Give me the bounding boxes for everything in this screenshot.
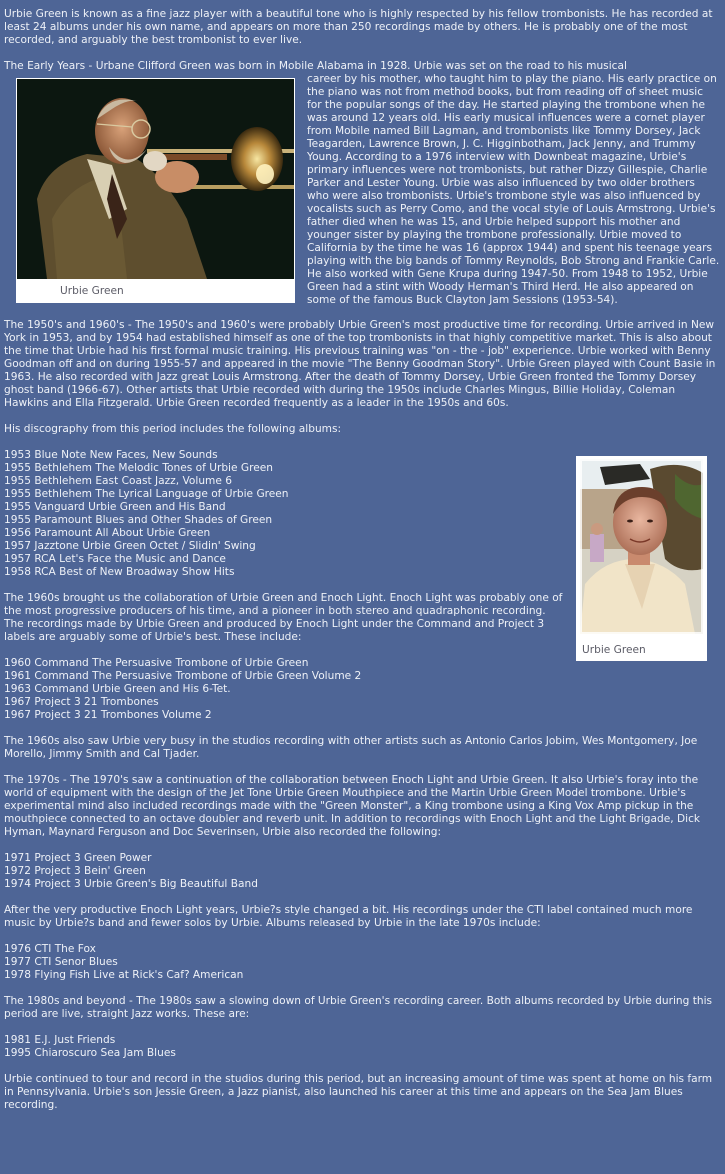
- album-item: 1963 Command Urbie Green and His 6-Tet.: [4, 683, 231, 695]
- article-body: [4, 8, 720, 1125]
- seventies-paragraph: The 1970s - The 1970's saw a continuation of the collaboration between Enoch Light and Urbie Green. It also Urbie's foray into the world of equipment with the design of the Jet Tone Urbie Green Mouthpiece and the Martin Urbie Green Model trombone. Urbie's experimental mind also included recordings made with the "Green Monster", a King trombone using a King Vox Amp pickup in the mouthpiece connected to an octave doubler and reverb unit. In addition to recordings with Enoch Light and the Light Brigade, Dick Hyman, Maynard Ferguson and Doc Severinsen, Urbie also recorded the following:: [4, 774, 701, 838]
- album-item: 1971 Project 3 Green Power: [4, 852, 152, 864]
- album-item: 1978 Flying Fish Live at Rick's Caf? American: [4, 969, 244, 981]
- photo-urbie-green-playing-trombone: [17, 79, 294, 279]
- sixties-studio-paragraph: The 1960s also saw Urbie very busy in the studios recording with other artists such as Antonio Carlos Jobim, Wes Montgomery, Joe Morello, Jimmy Smith and Cal Tjader.: [4, 735, 698, 760]
- photo-urbie-green-portrait: [580, 459, 703, 634]
- album-item: 1995 Chiaroscuro Sea Jam Blues: [4, 1047, 176, 1059]
- albums-1980s-on-list: [4, 1034, 720, 1060]
- album-item: 1955 Bethlehem East Coast Jazz, Volume 6: [4, 475, 232, 487]
- sixties-paragraph: The 1960s brought us the collaboration of Urbie Green and Enoch Light. Enoch Light was probably one of the most progressive producers of his time, and a pioneer in both stereo and quadraphonic recording. The recordings made by Urbie Green and produced by Enoch Light under the Command and Project 3 labels are arguably some of Urbie's best. These include:: [4, 592, 563, 643]
- photo-caption: Urbie Green: [60, 285, 124, 297]
- early-years-paragraph: career by his mother, who taught him to play the piano. His early practice on the piano was not from method books, but from reading off of sheet music for the popular songs of the day. He started playing the trombone when he was around 12 years old. His early musical influences were a cornet player from Mobile named Bill Lagman, and trombonists like Tommy Dorsey, Jack Teagarden, Lawrence Brown, J. C. Higginbotham, Jack Jenny, and Trummy Young. According to a 1976 interview with Downbeat magazine, Urbie's primary influences were not trombonists, but rather Dizzy Gillespie, Charlie Parker and Lester Young. Urbie was also influenced by two older brothers who were also trombonists. Urbie's trombone style was also influenced by vocalists such as Perry Como, and the vocal style of Louis Armstrong. Urbie's father died when he was 15, and Urbie helped support his mother and younger sister by playing the trombone professionally. Urbie moved to California by the time he was 16 (approx 1944) and spent his teenage years playing with the big bands of Tommy Reynolds, Bob Strong and Frankie Carle. He also worked with Gene Krupa during 1947-50. From 1948 to 1952, Urbie Green had a stint with Woody Herman's Third Herd. He also appeared on some of the famous Buck Clayton Jam Sessions (1953-54).: [307, 73, 720, 306]
- album-item: 1967 Project 3 21 Trombones Volume 2: [4, 709, 212, 721]
- album-item: 1955 Vanguard Urbie Green and His Band: [4, 501, 226, 513]
- photo-caption: Urbie Green: [582, 644, 646, 656]
- album-item: 1961 Command The Persuasive Trombone of Urbie Green Volume 2: [4, 670, 362, 682]
- intro-paragraph: Urbie Green is known as a fine jazz player with a beautiful tone who is highly respected by his fellow trombonists. He has recorded at least 24 albums under his own name, and appears on more than 250 recordings made by others. He is probably one of the most recorded, and arguably the best trombonist to ever live.: [4, 8, 713, 46]
- album-item: 1953 Blue Note New Faces, New Sounds: [4, 449, 218, 461]
- photo-frame-portrait: [576, 456, 707, 661]
- album-item: 1955 Bethlehem The Lyrical Language of Urbie Green: [4, 488, 289, 500]
- album-item: 1976 CTI The Fox: [4, 943, 96, 955]
- cti-years-paragraph: After the very productive Enoch Light years, Urbie?s style changed a bit. His recordings under the CTI label contained much more music by Urbie?s band and fewer solos by Urbie. Albums released by Urbie in the late 1970s include:: [4, 904, 693, 929]
- closing-paragraph: Urbie continued to tour and record in the studios during this period, but an increasing amount of time was spent at home on his farm in Pennsylvania. Urbie's son Jessie Green, a Jazz pianist, also launched his career at this time and appears on the Sea Jam Blues recording.: [4, 1073, 713, 1111]
- early-years-section: [4, 60, 720, 320]
- album-item: 1960 Command The Persuasive Trombone of Urbie Green: [4, 657, 309, 669]
- album-item: 1955 Bethlehem The Melodic Tones of Urbie Green: [4, 462, 273, 474]
- album-item: 1958 RCA Best of New Broadway Show Hits: [4, 566, 235, 578]
- album-item: 1972 Project 3 Bein' Green: [4, 865, 146, 877]
- album-item: 1967 Project 3 21 Trombones: [4, 696, 159, 708]
- album-item: 1981 E.J. Just Friends: [4, 1034, 116, 1046]
- album-item: 1955 Paramount Blues and Other Shades of Green: [4, 514, 273, 526]
- album-item: 1977 CTI Senor Blues: [4, 956, 118, 968]
- discography-intro: His discography from this period includes the following albums:: [4, 423, 342, 435]
- early-years-first-line: The Early Years - Urbane Clifford Green was born in Mobile Alabama in 1928. Urbie was set on the road to his musical: [4, 60, 627, 72]
- fifties-sixties-paragraph: The 1950's and 1960's - The 1950's and 1960's were probably Urbie Green's most productive time for recording. Urbie arrived in New York in 1953, and by 1954 had established himself as one of the top trombonists in that highly competitive market. This is also about the time that Urbie had his first formal music training. His previous training was "on - the - job" experience. Urbie worked with Benny Goodman off and on during 1955-57 and appeared in the movie "The Benny Goodman Story". Urbie Green played with Count Basie in 1963. He also recorded with Jazz great Louis Armstrong. After the death of Tommy Dorsey, Urbie Green fronted the Tommy Dorsey ghost band (1966-67). Other artists that Urbie recorded with during the 1950s include Charles Mingus, Billie Holiday, Coleman Hawkins and Ella Fitzgerald. Urbie Green recorded frequently as a leader in the 1950s and 60s.: [4, 319, 716, 409]
- albums-1960s-list: [4, 657, 720, 722]
- album-item: 1957 Jazztone Urbie Green Octet / Slidin' Swing: [4, 540, 256, 552]
- albums-late-1970s-list: [4, 943, 720, 982]
- album-item: 1956 Paramount All About Urbie Green: [4, 527, 211, 539]
- album-item: 1974 Project 3 Urbie Green's Big Beautiful Band: [4, 878, 258, 890]
- albums-1970s-project3-list: [4, 852, 720, 891]
- album-item: 1957 RCA Let's Face the Music and Dance: [4, 553, 226, 565]
- photo-frame-trombone: [16, 78, 295, 303]
- eighties-paragraph: The 1980s and beyond - The 1980s saw a slowing down of Urbie Green's recording career. Both albums recorded by Urbie during this period are live, straight Jazz works. These are:: [4, 995, 713, 1020]
